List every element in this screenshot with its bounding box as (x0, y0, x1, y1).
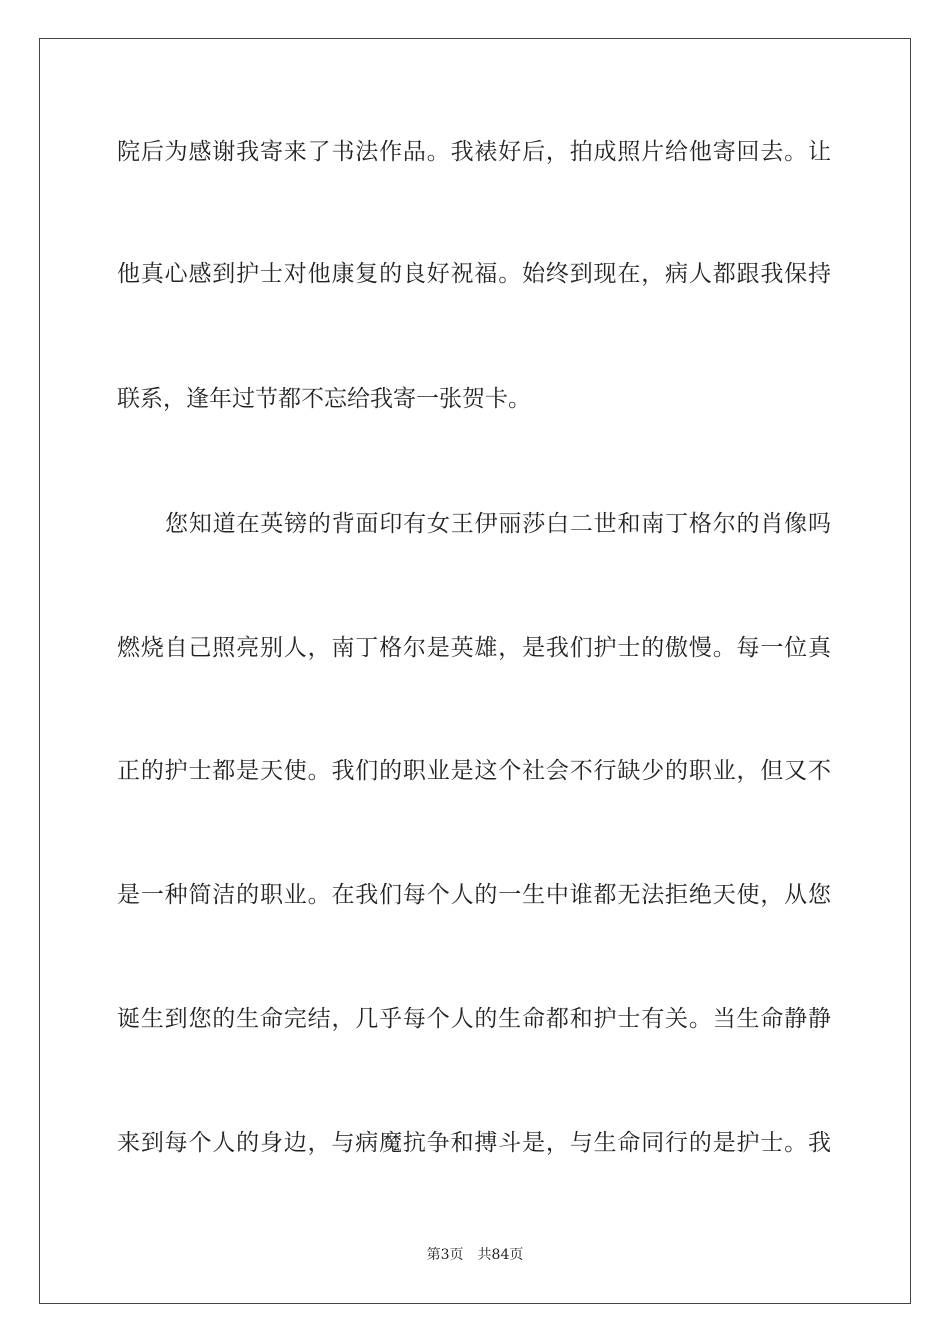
body-line-5: 燃烧自己照亮别人，南丁格尔是英雄，是我们护士的傲慢。每一位真 (117, 635, 831, 661)
body-line-3: 联系，逢年过节都不忘给我寄一张贺卡。 (117, 386, 531, 412)
body-line-9: 来到每个人的身边，与病魔抗争和搏斗是，与生命同行的是护士。我 (117, 1130, 831, 1156)
page-total: 共84页 (477, 1247, 524, 1263)
body-line-8: 诞生到您的生命完结，几乎每个人的生命都和护士有关。当生命静静 (117, 1006, 831, 1032)
body-line-4: 您知道在英镑的背面印有女王伊丽莎白二世和南丁格尔的肖像吗 (165, 511, 831, 537)
page-number: 第3页 (426, 1247, 464, 1263)
body-line-6: 正的护士都是天使。我们的职业是这个社会不行缺少的职业，但又不 (117, 758, 831, 784)
page-frame (39, 38, 911, 1304)
body-line-7: 是一种简洁的职业。在我们每个人的一生中谁都无法拒绝天使，从您 (117, 882, 831, 908)
page-footer (0, 1246, 950, 1264)
body-line-2: 他真心感到护士对他康复的良好祝福。始终到现在，病人都跟我保持 (117, 261, 831, 287)
body-line-1: 院后为感谢我寄来了书法作品。我裱好后，拍成照片给他寄回去。让 (117, 139, 831, 165)
